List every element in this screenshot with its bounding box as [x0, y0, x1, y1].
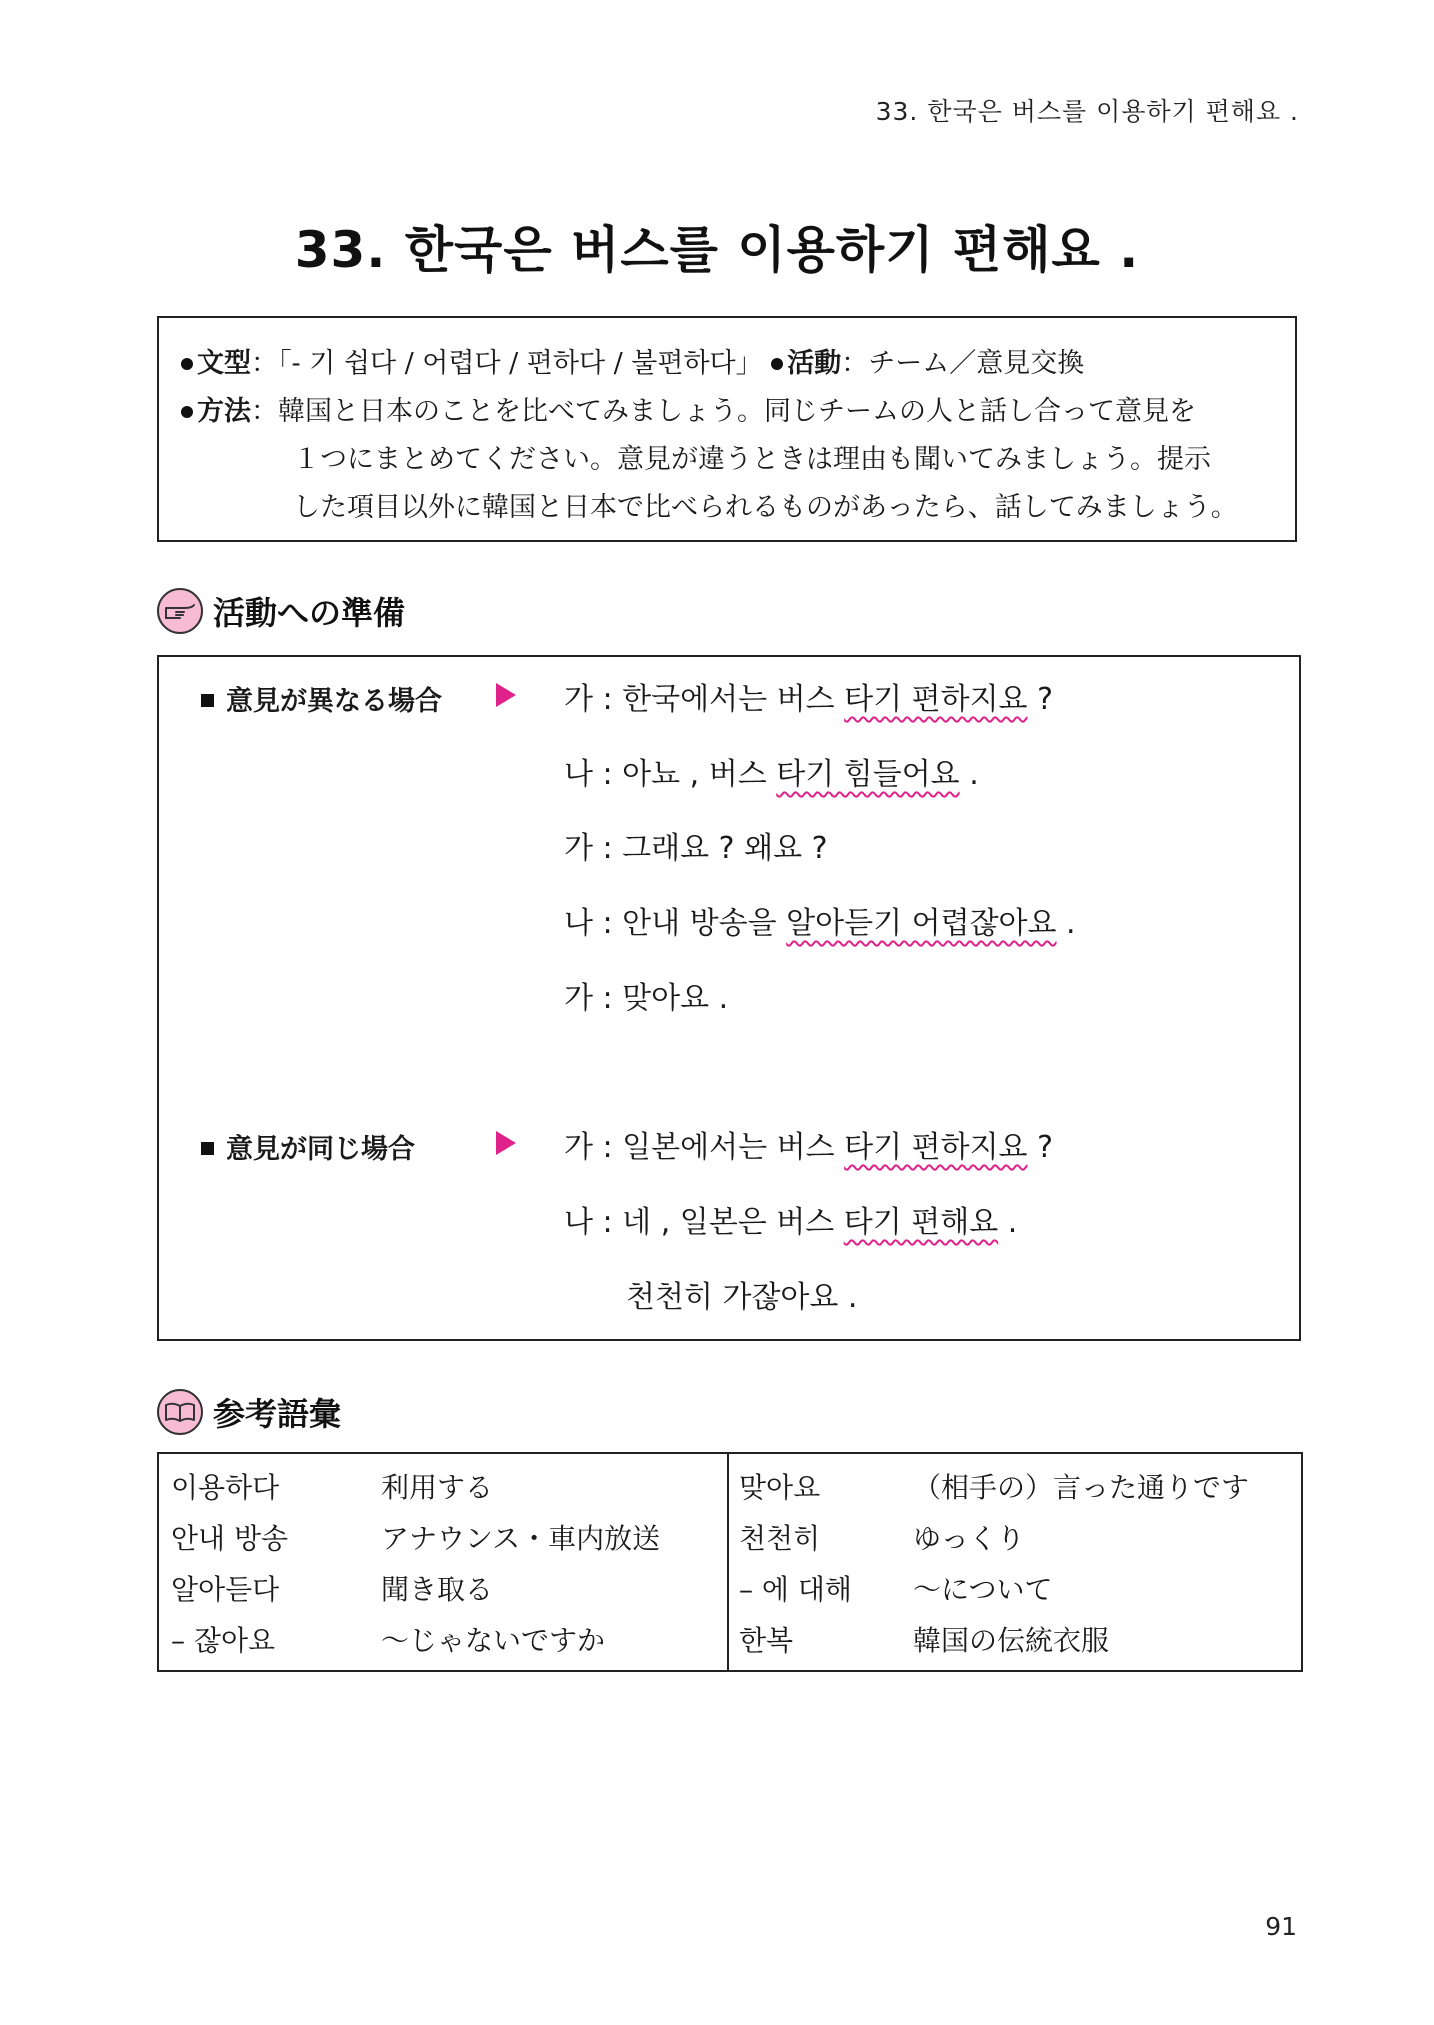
dialogue-line: 나 : 아뇨 , 버스 타기 힘들어요 .: [564, 757, 979, 792]
dialogue-line: 가 : 맞아요 .: [564, 981, 729, 1016]
vocab-korean: 맞아요: [739, 1470, 821, 1504]
method-text: １つにまとめてください。意見が違うときは理由も聞いてみましょう。提示: [293, 444, 1211, 475]
running-header: 33. 한국은 버스를 이용하기 편해요 .: [875, 97, 1299, 126]
bullet-icon: [181, 406, 193, 418]
vocab-korean: 이용하다: [171, 1470, 280, 1504]
vocab-korean: – 에 대해: [739, 1572, 852, 1606]
page-title: 33. 한국은 버스를 이용하기 편해요 .: [294, 221, 1140, 279]
vocab-japanese: ～じゃないですか: [381, 1613, 728, 1671]
vocab-korean: 안내 방송: [171, 1521, 289, 1555]
vocab-japanese: （相手の）言った通りです: [913, 1470, 1250, 1504]
dialogue-continuation: 천천히 가잖아요 .: [626, 1280, 858, 1315]
table-row: [158, 1453, 1302, 1511]
table-row: [158, 1562, 1302, 1613]
pattern-label: 文型: [197, 348, 251, 379]
dialogue-line: 나 : 안내 방송을 알아듣기 어렵잖아요 .: [564, 906, 1076, 941]
pattern-text: 「- 기 쉽다 / 어렵다 / 편하다 / 불편하다」: [278, 348, 763, 379]
vocab-korean: 천천히: [739, 1521, 821, 1555]
square-bullet-icon: [201, 1142, 214, 1155]
page-number: 91: [1265, 1912, 1297, 1941]
info-box: [157, 316, 1297, 542]
activity-text: チーム／意見交換: [868, 348, 1085, 379]
vocab-japanese: アナウンス・車内放送: [381, 1511, 728, 1562]
square-bullet-icon: [201, 694, 214, 707]
method-text: した項目以外に韓国と日本で比べられるものがあったら、話してみましょう。: [293, 492, 1238, 523]
vocab-japanese: 利用する: [381, 1453, 728, 1511]
prep-section-heading: [157, 588, 405, 634]
dialogue-line: 가 : 한국에서는 버스 타기 편하지요 ?: [564, 682, 1053, 717]
activity-label: 活動: [787, 348, 842, 379]
vocab-korean: 한복: [739, 1623, 794, 1657]
arrow-right-icon: [496, 683, 516, 707]
method-line: 方法：韓国と日本のことを比べてみましょう。同じチームの人と話し合って意見を: [181, 388, 1295, 436]
method-label: 方法: [197, 396, 251, 427]
method-text: 韓国と日本のことを比べてみましょう。同じチームの人と話し合って意見を: [278, 396, 1196, 427]
arrow-right-icon: [496, 1131, 516, 1155]
vocab-korean: – 잖아요: [171, 1623, 276, 1657]
table-row: [158, 1511, 1302, 1562]
pattern-line: 文型：「- 기 쉽다 / 어렵다 / 편하다 / 불편하다」 活動：チーム／意見交換: [181, 340, 1295, 388]
vocab-japanese: ～について: [913, 1572, 1053, 1606]
book-icon: [157, 1389, 203, 1435]
vocab-japanese: 韓国の伝統衣服: [913, 1623, 1110, 1657]
vocab-table: [157, 1452, 1303, 1672]
case-different-label: 意見が異なる場合: [201, 679, 442, 718]
prep-section-title: 活動への準備: [213, 594, 406, 632]
vocab-korean: 알아듣다: [171, 1572, 280, 1606]
dialogue-line: 가 : 그래요 ? 왜요 ?: [564, 831, 828, 866]
vocab-japanese: ゆっくり: [913, 1521, 1025, 1555]
pointing-hand-icon: [157, 588, 203, 634]
vocab-section-heading: [157, 1389, 341, 1435]
dialogue-line: 가 : 일본에서는 버스 타기 편하지요 ?: [564, 1130, 1053, 1165]
case-same-label: 意見が同じ場合: [201, 1127, 415, 1166]
activity-box: [157, 655, 1301, 1341]
vocab-japanese: 聞き取る: [381, 1562, 728, 1613]
bullet-icon: [181, 358, 193, 370]
table-row: [158, 1613, 1302, 1671]
bullet-icon: [771, 358, 783, 370]
dialogue-line: 나 : 네 , 일본은 버스 타기 편해요 .: [564, 1205, 1018, 1240]
vocab-section-title: 参考語彙: [213, 1395, 342, 1433]
